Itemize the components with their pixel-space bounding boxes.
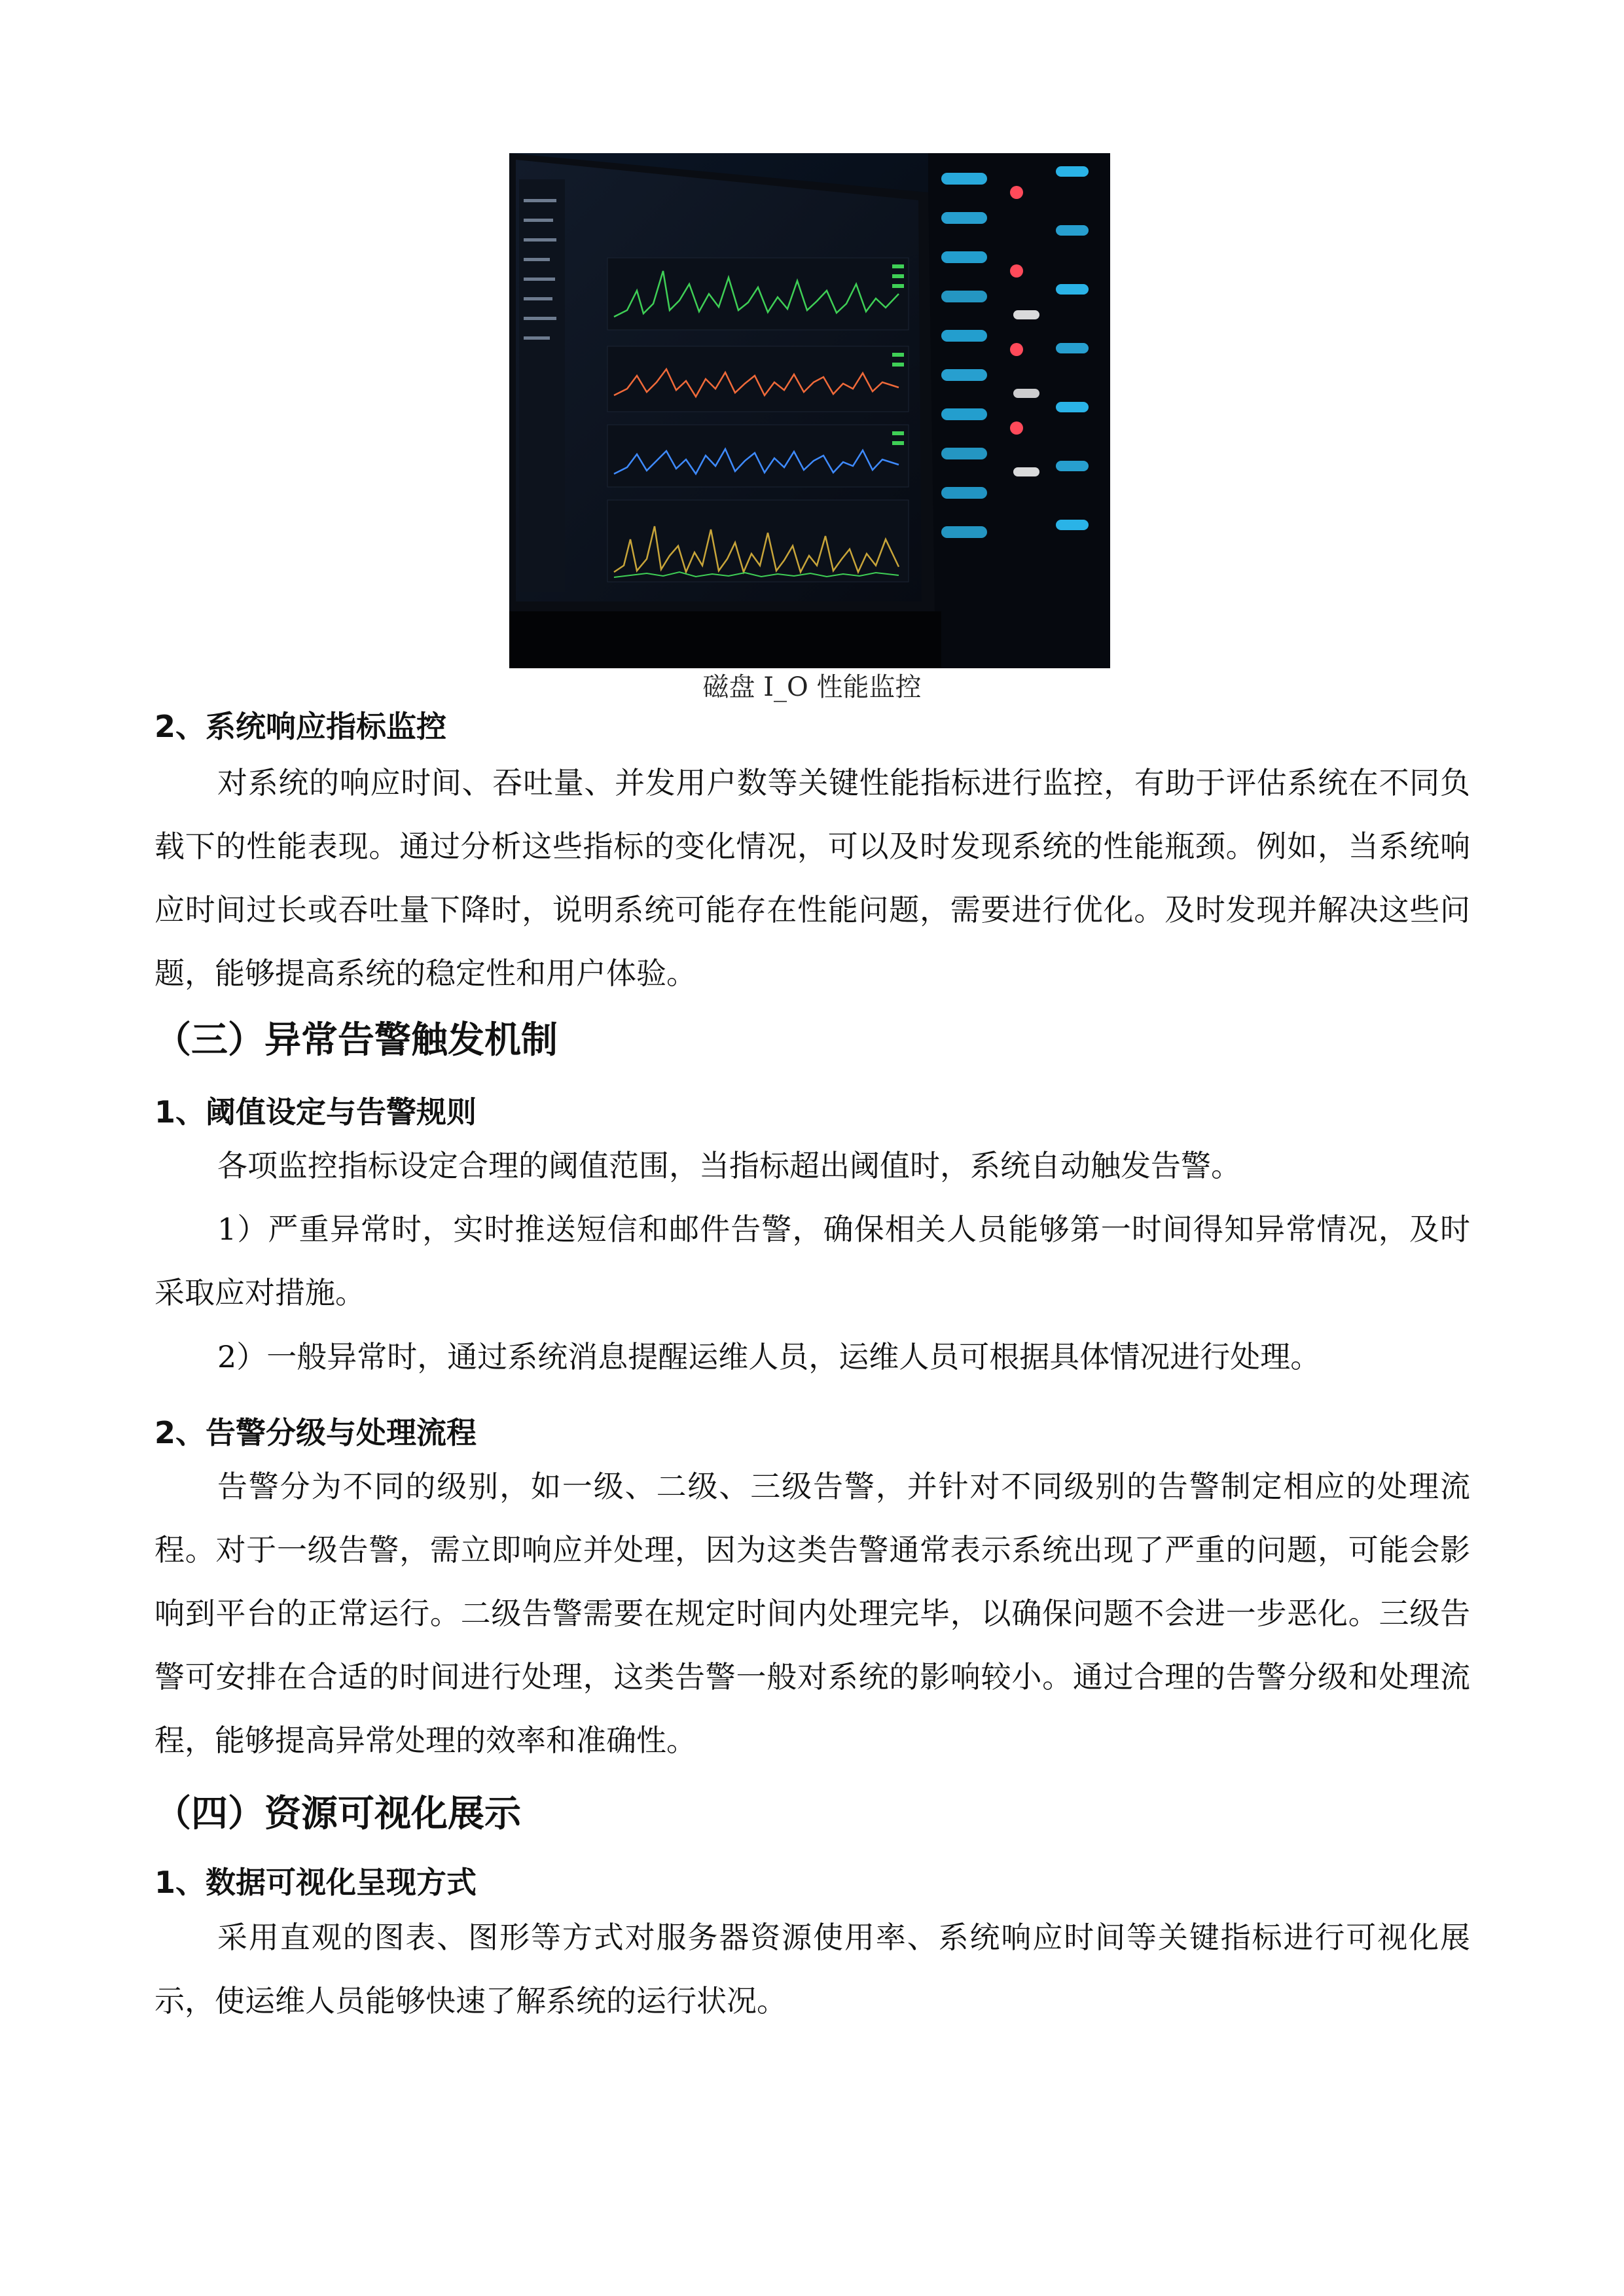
paragraph-system-response: 对系统的响应时间、吞吐量、并发用户数等关键性能指标进行监控，有助于评估系统在不同负载下的性能表现。通过分析这些指标的变化情况，可以及时发现系统的性能瓶颈。例如，当系统响应时间过长或吞吐量下降时，说明系统可能存在性能问题，需要进行优化。及时发现并解决这些问题，能够提高系统的稳定性和用户体验。 xyxy=(154,765,1470,991)
heading-system-response-monitoring: 2、系统响应指标监控 xyxy=(154,709,447,744)
paragraph-visualization: 采用直观的图表、图形等方式对服务器资源使用率、系统响应时间等关键指标进行可视化展示，使运维人员能够快速了解系统的运行状况。 xyxy=(154,1920,1470,2018)
dashboard-image xyxy=(509,153,1110,668)
section-title-resource-visualization: （四）资源可视化展示 xyxy=(154,1793,521,1835)
heading-visualization-methods: 1、数据可视化呈现方式 xyxy=(154,1865,477,1900)
list-item-severe-alert: 1）严重异常时，实时推送短信和邮件告警，确保相关人员能够第一时间得知异常情况，及时采取应对措施。 xyxy=(154,1211,1470,1310)
section-title-alert-mechanism: （三）异常告警触发机制 xyxy=(154,1019,558,1062)
heading-threshold-rules: 1、阈值设定与告警规则 xyxy=(154,1094,477,1130)
monitoring-dashboard-photo xyxy=(509,153,1110,668)
paragraph-alert-levels: 告警分为不同的级别，如一级、二级、三级告警，并针对不同级别的告警制定相应的处理流程。对于一级告警，需立即响应并处理，因为这类告警通常表示系统出现了严重的问题，可能会影响到平台的正常运行。二级告警需要在规定时间内处理完毕，以确保问题不会进一步恶化。三级告警可安排在合适的时间进行处理，这类告警一般对系统的影响较小。通过合理的告警分级和处理流程，能够提高异常处理的效率和准确性。 xyxy=(154,1469,1470,1758)
heading-alert-levels: 2、告警分级与处理流程 xyxy=(154,1415,477,1450)
figure-caption: 磁盘 I_O 性能监控 xyxy=(702,672,922,702)
list-item-general-alert: 2）一般异常时，通过系统消息提醒运维人员，运维人员可根据具体情况进行处理。 xyxy=(217,1339,1321,1374)
paragraph-threshold: 各项监控指标设定合理的阈值范围，当指标超出阈值时，系统自动触发告警。 xyxy=(217,1148,1241,1183)
